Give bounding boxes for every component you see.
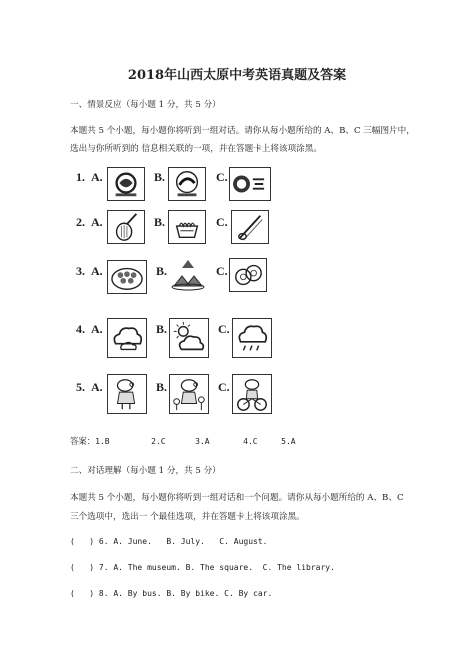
section1-heading: 一、情景反应（每小题 1 分，共 5 分） [70,100,221,110]
answer-key [70,435,296,447]
answer-item: 1.B [95,437,110,446]
answer-item: 4.C [243,437,258,446]
question-number: 2. [76,215,85,229]
rain-cloud-icon [232,318,272,358]
pipa-icon [107,210,145,244]
page-title: 2018年山西太原中考英语真题及答案 [127,68,347,83]
option-label: C. [216,215,228,229]
logo-calligraphy-icon [229,167,271,201]
option-label: B. [156,264,168,278]
answer-item: 3.A [195,437,210,446]
option-label: B. [154,170,166,184]
option-label: B. [154,215,166,229]
cloudy-icon [107,318,147,358]
section1-instructions-line2: 选出与你所听到的 信息相关联的一项，并在答题卡上将该项涂黑。 [70,144,322,154]
pig-standing-icon [107,374,147,414]
question-number: 5. [76,380,85,394]
option-label: A. [91,264,103,278]
cake-icon [168,210,206,244]
option-label: C. [216,170,228,184]
option-label: C. [216,264,228,278]
option-label: A. [91,380,103,394]
section2-heading: 二、对话理解（每小题 1 分，共 5 分） [70,466,221,476]
erhu-icon [231,210,269,244]
section2-instructions-line2: 三个选项中，选出一 个最佳选项，并在答题卡上将该项涂黑。 [70,512,305,522]
option-label: A. [91,170,103,184]
section1-instructions-line1: 本题共 5 个小题，每小题你将听到一组对话。请你从每小题所给的 A、B、C 三幅图片中， [70,126,415,136]
logo-circle-icon [107,167,145,201]
option-label: C. [218,322,230,336]
option-label: C. [218,380,230,394]
sun-cloud-icon [169,318,209,358]
option-label: B. [156,322,168,336]
question-number: 3. [76,264,85,278]
question-number: 1. [76,170,85,184]
question-7: ( ) 7. A. The museum. B. The square. C. The library. [70,563,335,572]
answer-label: 答案： [70,436,96,446]
option-label: A. [91,215,103,229]
pig-bicycle-icon [232,374,272,414]
question-6: ( ) 6. A. June. B. July. C. August. [70,537,268,546]
pig-flowers-icon [169,374,209,414]
zongzi-icon [170,256,206,294]
option-label: B. [156,380,168,394]
dumplings-icon [107,260,147,294]
answer-item: 2.C [151,437,166,446]
mooncake-icon [229,258,267,292]
question-8: ( ) 8. A. By bus. B. By bike. C. By car. [70,589,273,598]
logo-brush-icon [168,167,206,201]
option-label: A. [91,322,103,336]
question-number: 4. [76,322,85,336]
answer-item: 5.A [281,437,296,446]
section2-instructions-line1: 本题共 5 个小题，每小题你将听到一组对话和一个问题。请你从每小题所给的 A、B、C [70,493,404,503]
